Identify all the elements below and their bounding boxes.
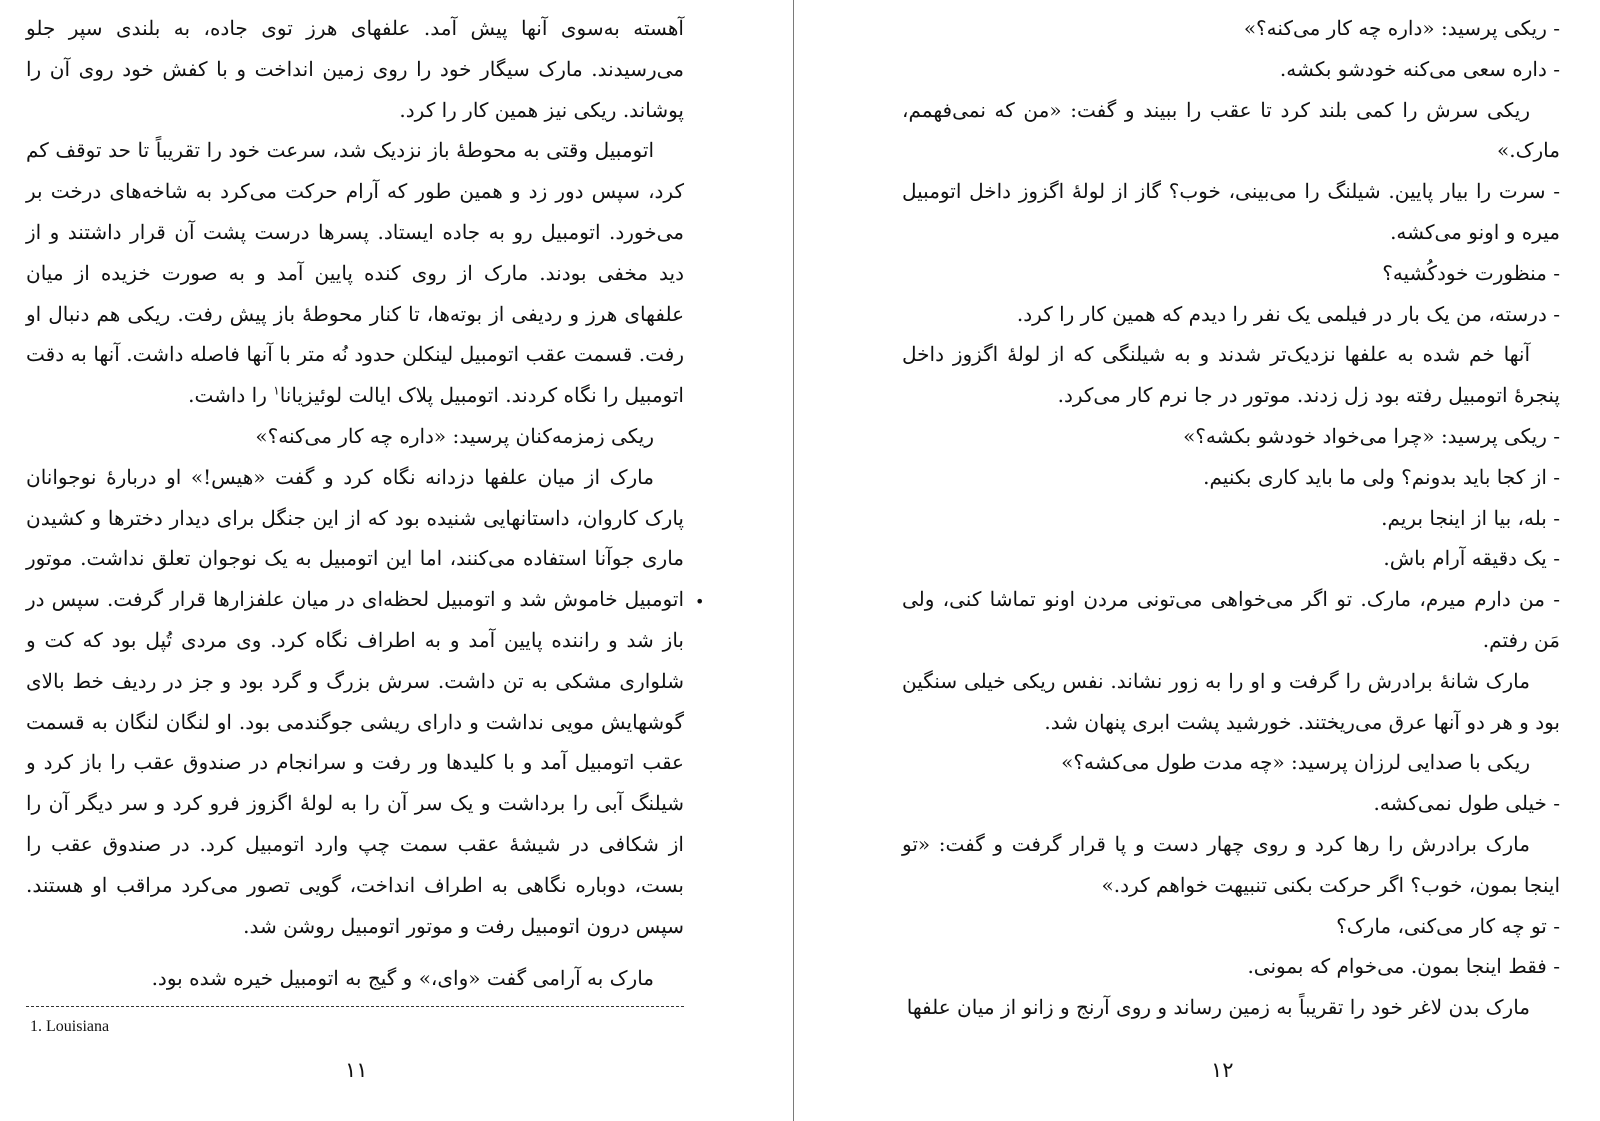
left-paragraph-2-text: اتومبیل وقتی به محوطهٔ باز نزدیک شد، سرعت خود را تقریباً تا حد توقف کم کرد، سپس دور زد و همین طور که آرام حرکت می‌کرد به شاخه‌های درخت بر می‌خورد. اتومبیل رو به جاده ایستاد. پسرها درست پشت آن قرار داشتند و از دید مخفی بودند. مارک از روی کنده پایین آمد و به صورت خزیده از میان علفهای هرز و ردیفی از بوته‌ها، تا کنار محوطهٔ باز پیش رفت. ریکی هم دنبال او رفت. قسمت عقب اتومبیل لینکلن حدود نُه متر با آنها فاصله داشت. آنها به دقت اتومبیل را نگاه کردند. اتومبیل پلاک ایالت لوئیزیانا xyxy=(26,138,684,408)
right-paragraph-15: - خیلی طول نمی‌کشه. xyxy=(1373,791,1560,816)
right-paragraph-1: - ریکی پرسید: «داره چه کار می‌کنه؟» xyxy=(1243,16,1560,40)
right-paragraph-14: ریکی با صدایی لرزان پرسید: «چه مدت طول می‌کشه؟» xyxy=(1061,750,1530,775)
left-paragraph-2 xyxy=(26,130,684,416)
right-paragraph-6: - درسته، من یک بار در فیلمی یک نفر را دیدم که همین کار را کرد. xyxy=(1016,301,1560,326)
right-paragraph-4: - سرت را بیار پایین. شیلنگ را می‌بینی، خوب؟ گاز از لولهٔ اگزوز داخل اتومبیل میره و اونو می‌کشه. xyxy=(902,179,1560,244)
left-paragraph-4: مارک از میان علفها دزدانه نگاه کرد و گفت «هیس!» او دربارهٔ نوجوانان پارک کاروان، داستانهایی شنیده بود که از این جنگل برای دیدار دخترها و کشیدن ماری جوآنا استفاده می‌کنند، اما این اتومبیل به یک نوجوان تعلق نداشت. موتور اتومبیل خاموش شد و اتومبیل لحظه‌ای در میان علفزارها قرار گرفت. سپس در باز شد و راننده پایین آمد و به اطراف نگاه کرد. وی مردی تُپل بود که کت و شلواری مشکی به تن داشت. سرش بزرگ و گرد بود و جز در ردیف خط بالای گوشهایش مویی نداشت و دارای ریشی جوگندمی بود. او لنگان لنگان به قسمت عقب اتومبیل آمد و با کلیدها ور رفت و سرانجام در صندوق عقب را باز کرد و شیلنگ آبی را برداشت و یک سر آن را به لولهٔ اگزوز فرو کرد و سر دیگر آن را از شکافی در شیشهٔ عقب سمت چپ وارد اتومبیل کرد. در صندوق عقب را بست، دوباره نگاهی به اطراف انداخت، گویی تصور می‌کرد مراقب او هستند. سپس درون اتومبیل رفت و موتور اتومبیل روشن شد. xyxy=(26,464,684,938)
right-paragraph-11: - یک دقیقه آرام باش. xyxy=(1383,546,1560,571)
left-paragraph-1: آهسته به‌سوی آنها پیش آمد. علفهای هرز توی جاده، به بلندی سپر جلو می‌رسیدند. مارک سیگار خود را روی زمین انداخت و با کفش خود روی آن را پوشاند. ریکی نیز همین کار را کرد. xyxy=(26,16,684,122)
left-paragraph-5: مارک به آرامی گفت «وای،» و گیج به اتومبیل خیره شده بود. xyxy=(151,966,654,991)
left-page xyxy=(26,8,684,999)
right-paragraph-19: مارک بدن لاغر خود را تقریباً به زمین رساند و روی آرنج و زانو از میان علفها xyxy=(906,995,1530,1020)
footnote-divider xyxy=(26,1006,684,1007)
right-paragraph-5: - منظورت خودکُشیه؟ xyxy=(1382,260,1560,285)
page-number-right: ۱۲ xyxy=(1211,1058,1234,1082)
left-paragraph-2-suffix: را داشت. xyxy=(188,383,274,408)
right-paragraph-12: - من دارم میرم، مارک. تو اگر می‌خواهی می‌تونی مردن اونو تماشا کنی، ولی مَن رفتم. xyxy=(902,587,1560,652)
right-paragraph-10: - بله، بیا از اینجا بریم. xyxy=(1381,505,1560,530)
page-number-left: ۱۱ xyxy=(345,1058,368,1082)
right-paragraph-8: - ریکی پرسید: «چرا می‌خواد خودشو بکشه؟» xyxy=(1183,423,1560,448)
right-paragraph-18: - فقط اینجا بمون. می‌خوام که بمونی. xyxy=(1247,954,1560,979)
footnote-marker: ۱ xyxy=(273,383,280,398)
right-paragraph-7: آنها خم شده به علفها نزدیک‌تر شدند و به شیلنگی که از لولهٔ اگزوز داخل پنجرهٔ اتومبیل رفته بود زل زدند. موتور در جا نرم کار می‌کرد. xyxy=(902,342,1560,408)
right-page xyxy=(902,8,1560,1028)
left-paragraph-3: ریکی زمزمه‌کنان پرسید: «داره چه کار می‌کنه؟» xyxy=(255,423,654,448)
right-paragraph-3: ریکی سرش را کمی بلند کرد تا عقب را ببیند و گفت: «من که نمی‌فهمم، مارک.» xyxy=(902,97,1560,163)
right-paragraph-17: - تو چه کار می‌کنی، مارک؟ xyxy=(1336,913,1560,938)
footnote: 1. Louisiana xyxy=(30,1018,110,1035)
right-paragraph-16: مارک برادرش را رها کرد و روی چهار دست و پا قرار گرفت و گفت: «تو اینجا بمون، خوب؟ اگر حرکت بکنی تنبیهت خواهم کرد.» xyxy=(902,831,1560,897)
right-paragraph-2: - داره سعی می‌کنه خودشو بکشه. xyxy=(1279,56,1560,81)
right-paragraph-9: - از کجا باید بدونم؟ ولی ما باید کاری بکنیم. xyxy=(1203,464,1560,489)
page-gutter-divider xyxy=(793,0,794,1121)
margin-mark-icon: • xyxy=(695,592,705,611)
right-paragraph-13: مارک شانهٔ برادرش را گرفت و او را به زور نشاند. نفس ریکی خیلی سنگین بود و هر دو آنها عرق می‌ریختند. خورشید پشت ابری پنهان شد. xyxy=(902,668,1560,734)
